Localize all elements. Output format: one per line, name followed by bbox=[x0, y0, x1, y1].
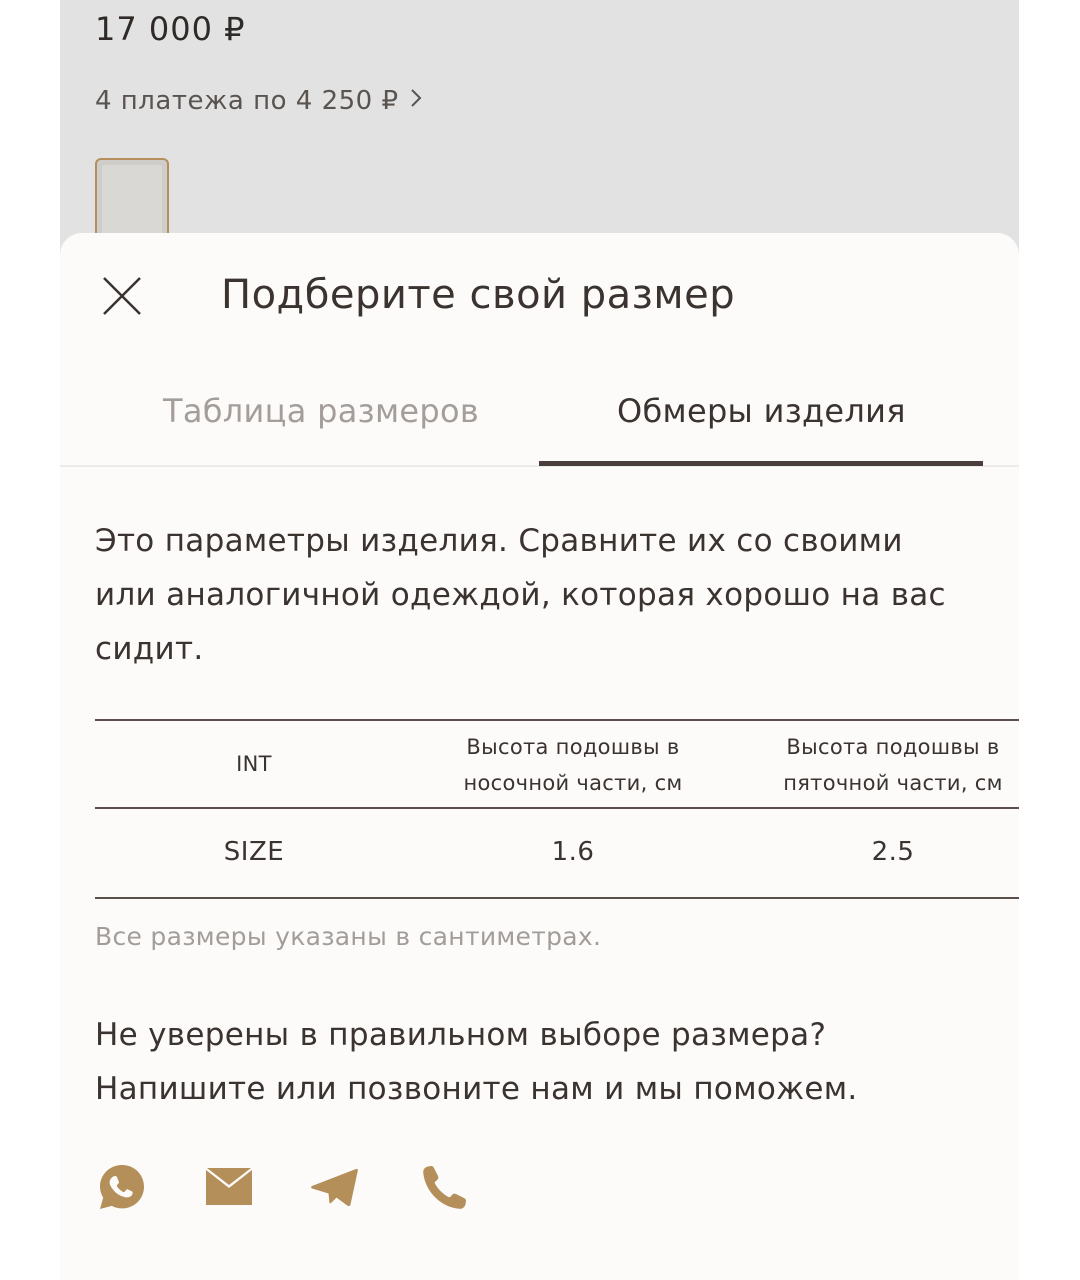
installments-label: 4 платежа по 4 250 ₽ bbox=[95, 86, 399, 116]
header-toe-height: Высота подошвы в носочной части, см bbox=[463, 735, 683, 795]
chevron-right-icon bbox=[409, 86, 423, 116]
close-icon bbox=[100, 274, 144, 318]
tab-product-measurements[interactable]: Обмеры изделия bbox=[617, 392, 906, 430]
phone-button[interactable] bbox=[418, 1160, 472, 1214]
close-button[interactable] bbox=[100, 274, 144, 318]
table-cell-toe: 1.6 bbox=[551, 837, 595, 867]
header-heel-height: Высота подошвы в пяточной части, см bbox=[783, 735, 1003, 795]
phone-icon bbox=[421, 1163, 469, 1211]
email-button[interactable] bbox=[202, 1160, 256, 1214]
help-text: Не уверены в правильном выборе размера? Напишите или позвоните нам и мы поможем. bbox=[95, 1017, 858, 1107]
tab-size-table[interactable]: Таблица размеров bbox=[163, 392, 480, 430]
sheet-title: Подберите свой размер bbox=[221, 272, 736, 318]
whatsapp-button[interactable] bbox=[95, 1160, 149, 1214]
product-price: 17 000 ₽ bbox=[95, 10, 246, 48]
units-note: Все размеры указаны в сантиметрах. bbox=[95, 922, 602, 951]
table-cell-heel: 2.5 bbox=[871, 837, 915, 867]
header-int: INT bbox=[236, 752, 272, 776]
installments-link[interactable] bbox=[95, 86, 423, 116]
table-row-size: SIZE bbox=[223, 837, 285, 867]
telegram-icon bbox=[310, 1165, 360, 1209]
telegram-button[interactable] bbox=[308, 1160, 362, 1214]
table-top-border bbox=[95, 719, 1019, 721]
table-bottom-border bbox=[95, 897, 1019, 899]
intro-text: Это параметры изделия. Сравните их со своими или аналогичной одеждой, которая хорошо на вас сидит. bbox=[95, 523, 946, 667]
whatsapp-icon bbox=[97, 1162, 147, 1212]
table-header-border bbox=[95, 807, 1019, 809]
active-tab-indicator bbox=[539, 461, 983, 466]
mail-icon bbox=[205, 1167, 253, 1207]
